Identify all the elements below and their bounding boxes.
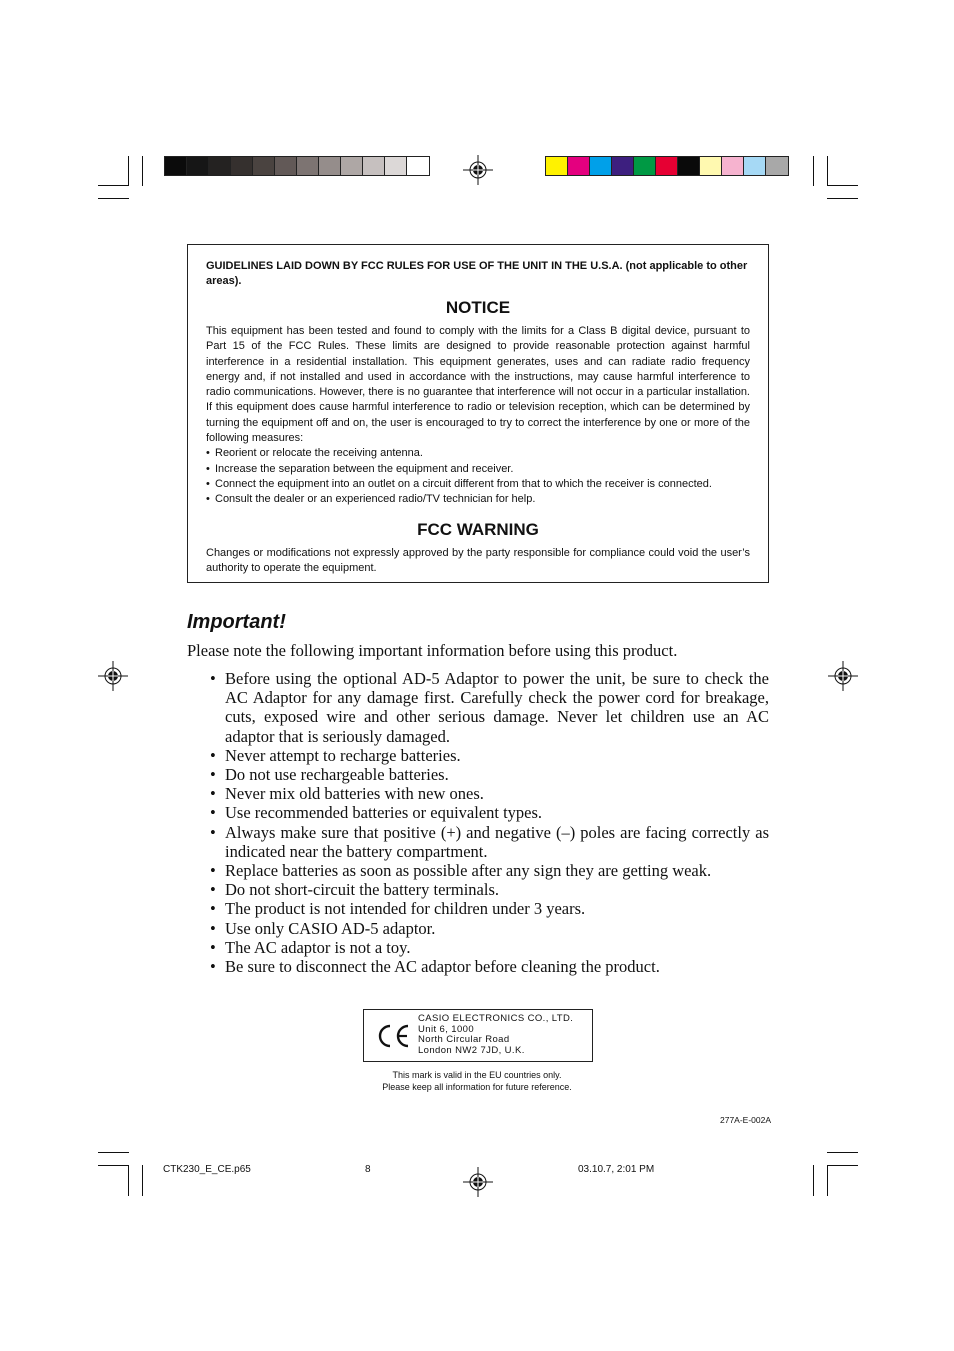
color-swatch	[700, 157, 722, 175]
crop-mark	[98, 198, 129, 199]
registration-target-icon	[463, 155, 493, 185]
important-list	[210, 669, 769, 976]
color-swatch	[766, 157, 788, 175]
color-swatch	[187, 157, 209, 175]
address-line: CASIO ELECTRONICS CO., LTD.	[418, 1013, 574, 1024]
footer-page-number: 8	[365, 1164, 371, 1175]
color-swatch	[253, 157, 275, 175]
important-title: Important!	[187, 611, 286, 633]
crop-mark	[827, 185, 858, 186]
color-swatch	[275, 157, 297, 175]
list-item: • Use recommended batteries or equivalent types.	[210, 803, 769, 822]
fcc-notice-box	[187, 244, 769, 583]
ce-note-line: Please keep all information for future reference.	[382, 1081, 572, 1092]
list-item: • Increase the separation between the equipment and receiver.	[206, 462, 750, 477]
notice-heading: NOTICE	[445, 298, 511, 317]
list-item: • Before using the optional AD-5 Adaptor to power the unit, be sure to check the AC Adaptor for any damage first. Carefully check the power cord for breakage, cuts, exposed wire and other serious damage. Never let children use an AC adaptor that is seriously damaged.	[210, 669, 769, 746]
color-swatch	[319, 157, 341, 175]
list-item: • Replace batteries as soon as possible after any sign they are getting weak.	[210, 861, 769, 880]
grayscale-bar	[164, 156, 430, 176]
list-item: • Do not use rechargeable batteries.	[210, 765, 769, 784]
footer-datetime: 03.10.7, 2:01 PM	[578, 1164, 655, 1175]
list-item: • Connect the equipment into an outlet on a circuit different from that to which the receiver is connected.	[206, 477, 750, 492]
crop-mark	[813, 156, 814, 186]
color-swatch	[590, 157, 612, 175]
color-swatch	[678, 157, 700, 175]
fcc-warning-text: Changes or modifications not expressly approved by the party responsible for compliance could void the user’s authority to operate the equipment.	[206, 546, 750, 574]
color-swatch	[612, 157, 634, 175]
color-swatch	[297, 157, 319, 175]
crop-mark	[827, 198, 858, 199]
list-item: • Never attempt to recharge batteries.	[210, 746, 769, 765]
crop-mark	[98, 185, 129, 186]
color-swatch	[363, 157, 385, 175]
ce-address	[418, 1014, 573, 1056]
measures-list	[206, 446, 750, 507]
address-line: London NW2 7JD, U.K.	[418, 1044, 525, 1056]
footer-filename: CTK230_E_CE.p65	[163, 1164, 251, 1175]
crop-mark	[827, 1165, 858, 1166]
crop-mark	[142, 1165, 143, 1196]
fcc-warning-heading: FCC WARNING	[417, 519, 539, 539]
fcc-guidelines: GUIDELINES LAID DOWN BY FCC RULES FOR USE OF THE UNIT IN THE U.S.A. (not applicable to other areas).	[206, 260, 748, 287]
registration-target-icon	[98, 661, 128, 691]
list-item: • Never mix old batteries with new ones.	[210, 784, 769, 803]
crop-mark	[827, 156, 828, 186]
document-code: 277A-E-002A	[720, 1115, 772, 1125]
ce-note	[363, 1070, 591, 1093]
list-item: • Consult the dealer or an experienced radio/TV technician for help.	[206, 492, 750, 507]
crop-mark	[142, 156, 143, 186]
ce-mark-box	[363, 1009, 593, 1062]
list-item: • The AC adaptor is not a toy.	[210, 938, 769, 957]
color-swatch	[656, 157, 678, 175]
color-swatch	[634, 157, 656, 175]
color-swatch	[165, 157, 187, 175]
color-swatch	[385, 157, 407, 175]
list-item: • Use only CASIO AD-5 adaptor.	[210, 919, 769, 938]
color-swatch	[546, 157, 568, 175]
list-item: • Do not short-circuit the battery terminals.	[210, 880, 769, 899]
color-swatch	[341, 157, 363, 175]
color-swatch	[407, 157, 429, 175]
crop-mark	[128, 156, 129, 186]
list-item: • Be sure to disconnect the AC adaptor before cleaning the product.	[210, 957, 769, 976]
color-swatch	[722, 157, 744, 175]
crop-mark	[128, 1165, 129, 1196]
crop-mark	[98, 1165, 129, 1166]
ce-mark-icon	[376, 1023, 410, 1049]
ce-note-line: This mark is valid in the EU countries only.	[392, 1070, 562, 1080]
important-intro: Please note the following important information before using this product.	[187, 641, 678, 660]
color-bar	[545, 156, 789, 176]
address-line: North Circular Road	[418, 1034, 510, 1046]
list-item: • Always make sure that positive (+) and negative (–) poles are facing correctly as indicated near the battery compartment.	[210, 823, 769, 861]
crop-mark	[98, 1152, 129, 1153]
crop-mark	[813, 1165, 814, 1196]
list-item: • The product is not intended for children under 3 years.	[210, 899, 769, 918]
notice-text: This equipment has been tested and found to comply with the limits for a Class B digital device, pursuant to Part 15 of the FCC Rules. These limits are designed to provide reasonable protection against harmful interference in a residential installation. This equipment generates, uses and can radiate radio frequency energy and, if not installed and used in accordance with the instructions, may cause harmful interference to radio communications. However, there is no guarantee that interference will not occur in a particular installation. If this equipment does cause harmful interference to radio or television reception, which can be determined by turning the equipment off and on, the user is encouraged to try to correct the interference by one or more of the following measures:	[206, 325, 750, 445]
color-swatch	[744, 157, 766, 175]
registration-target-icon	[463, 1167, 493, 1197]
color-swatch	[209, 157, 231, 175]
crop-mark	[827, 1165, 828, 1196]
crop-mark	[827, 1152, 858, 1153]
address-line: Unit 6, 1000	[418, 1023, 475, 1035]
color-swatch	[568, 157, 590, 175]
color-swatch	[231, 157, 253, 175]
list-item: • Reorient or relocate the receiving antenna.	[206, 446, 750, 461]
registration-target-icon	[828, 661, 858, 691]
